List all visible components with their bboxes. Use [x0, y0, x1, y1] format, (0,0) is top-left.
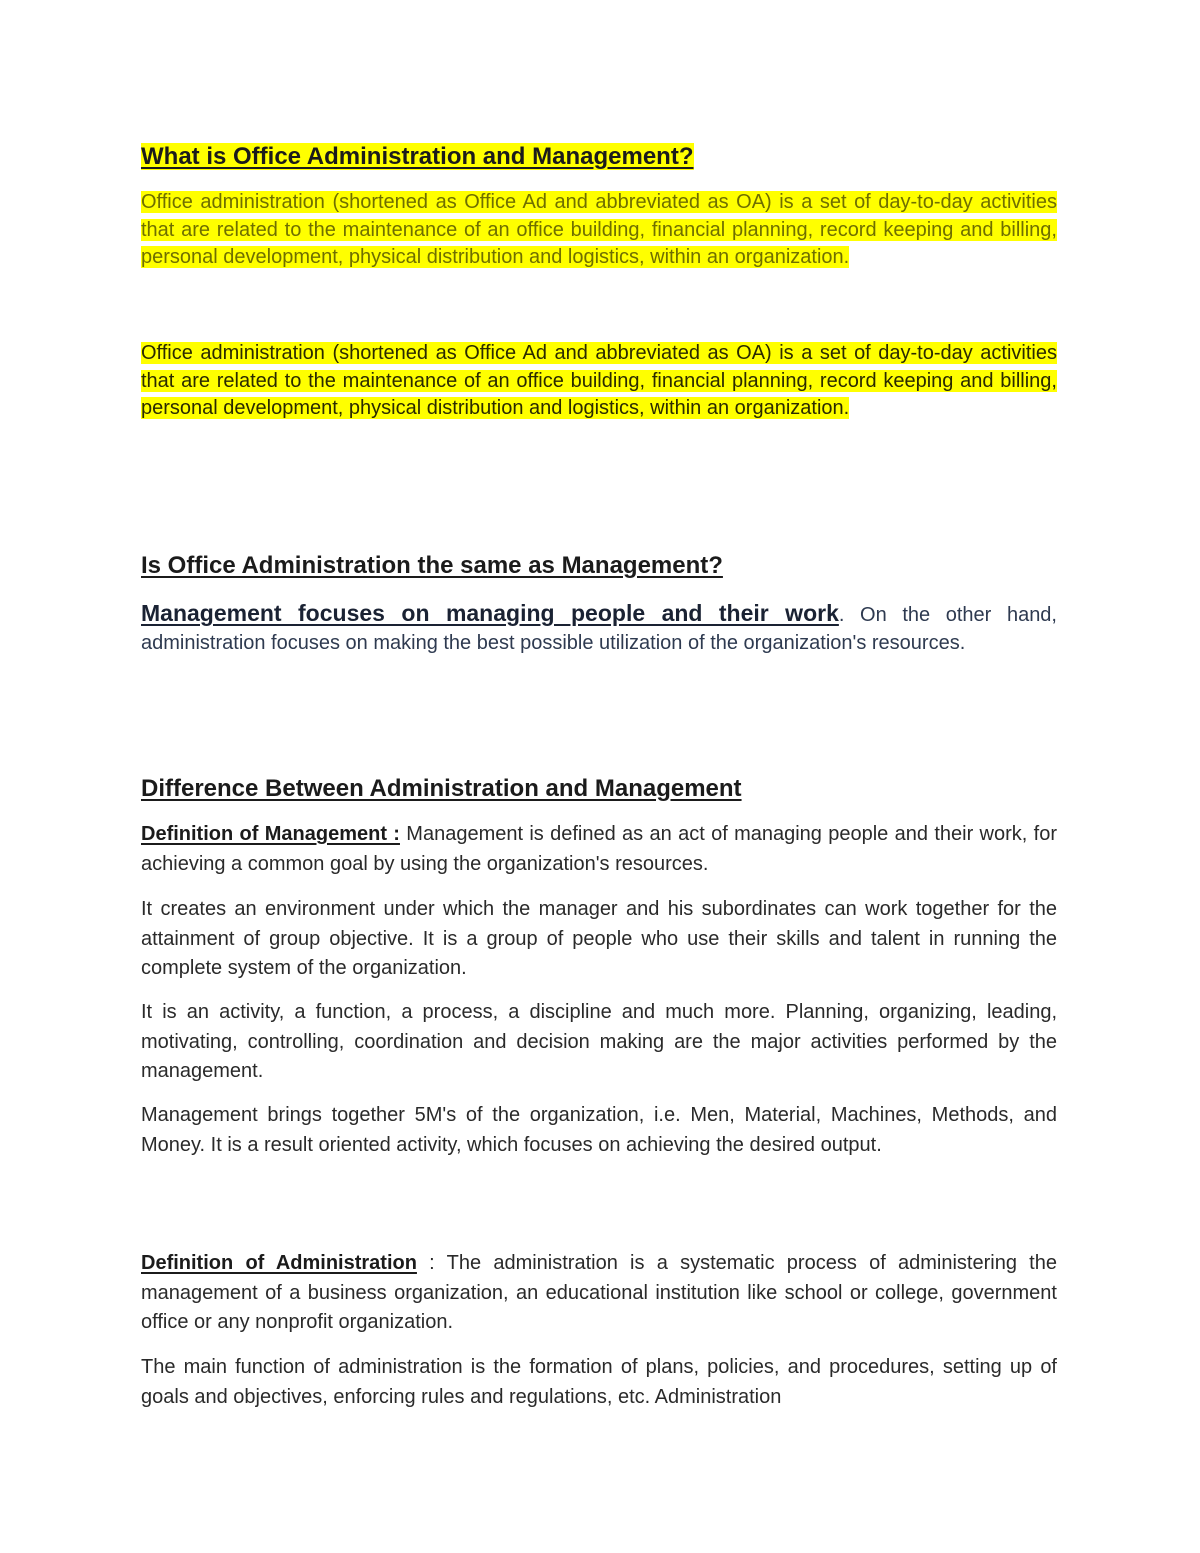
definition-management-label: Definition of Management :	[141, 823, 400, 845]
paragraph-management-vs-admin	[141, 600, 1057, 657]
heading-what-is-office-administration: What is Office Administration and Management?	[141, 143, 694, 170]
paragraph-management-activity: It is an activity, a function, a process, a discipline and much more. Planning, organizing, leading, motivating, controlling, coordination and decision making are the major activities performed by the management.	[141, 1001, 1057, 1082]
paragraph-administration-function: The main function of administration is the formation of plans, policies, and procedures, setting up of goals and objectives, enforcing rules and regulations, etc. Administration	[141, 1356, 1057, 1408]
definition-administration-text: : The administration is a systematic process of administering the management of a business organization, an educational institution like school or college, government office or any nonprofit organization.	[141, 1252, 1057, 1333]
management-focus-phrase: Management focuses on managing people and their work	[141, 600, 839, 626]
heading-is-office-admin-same: Is Office Administration the same as Management?	[141, 552, 723, 579]
management-vs-admin-body: . On the other hand, administration focuses on making the best possible utilization of the organization's resources.	[141, 604, 1057, 654]
definition-administration-label: Definition of Administration	[141, 1252, 417, 1274]
paragraph-oa-definition-2: Office administration (shortened as Office Ad and abbreviated as OA) is a set of day-to-day activities that are related to the maintenance of an office building, financial planning, record keeping and billing, personal development, physical distribution and logistics, within an organization.	[141, 342, 1057, 419]
paragraph-definition-management	[141, 820, 1057, 879]
definition-management-text: Management is defined as an act of managing people and their work, for achieving a common goal by using the organization's resources.	[141, 823, 1057, 875]
paragraph-oa-definition-1: Office administration (shortened as Office Ad and abbreviated as OA) is a set of day-to-day activities that are related to the maintenance of an office building, financial planning, record keeping and billing, personal development, physical distribution and logistics, within an organization.	[141, 191, 1057, 268]
paragraph-management-environment: It creates an environment under which the manager and his subordinates can work together for the attainment of group objective. It is a group of people who use their skills and talent in running the complete system of the organization.	[141, 898, 1057, 979]
paragraph-management-5ms: Management brings together 5M's of the organization, i.e. Men, Material, Machines, Methods, and Money. It is a result oriented activity, which focuses on achieving the desired output.	[141, 1104, 1057, 1156]
paragraph-definition-administration	[141, 1249, 1057, 1338]
heading-difference-between: Difference Between Administration and Management	[141, 775, 742, 802]
document-page	[141, 0, 1057, 1553]
